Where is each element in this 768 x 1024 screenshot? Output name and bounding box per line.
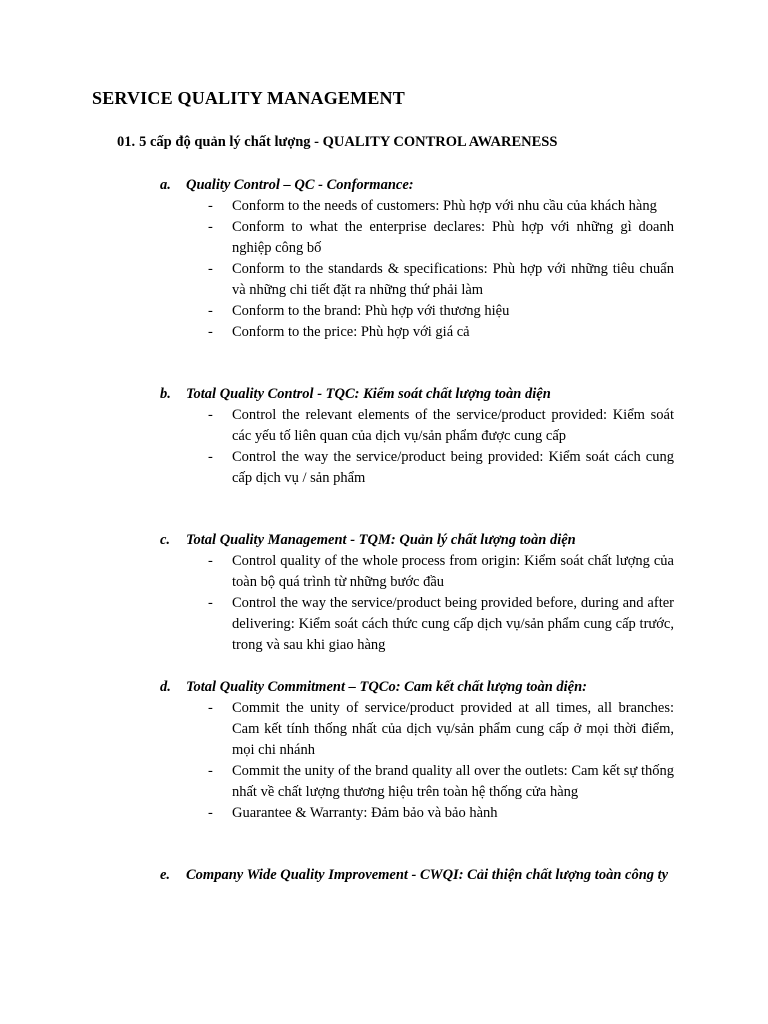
list-item-text: Guarantee & Warranty: Đảm bảo và bảo hành (232, 805, 498, 821)
dash-bullet: - (208, 805, 213, 821)
list-item-text: Conform to the needs of customers: Phù hợp với nhu cầu của khách hàng (232, 198, 657, 214)
list-item (160, 196, 674, 217)
section-heading (117, 134, 557, 151)
subsection-letter: b. (160, 386, 171, 402)
document-title: SERVICE QUALITY MANAGEMENT (92, 88, 405, 108)
list-item (160, 217, 674, 259)
dash-bullet: - (208, 261, 213, 277)
dash-bullet: - (208, 595, 213, 611)
subsection-letter: e. (160, 867, 171, 883)
list-item (160, 698, 674, 761)
subsection-heading-text: Total Quality Commitment – TQCo: Cam kết chất lượng toàn diện: (186, 679, 588, 695)
list-item-text: Conform to the price: Phù hợp với giá cả (232, 324, 470, 340)
list-item (160, 761, 674, 803)
subsection-heading-text: Total Quality Control - TQC: Kiểm soát chất lượng toàn diện (186, 386, 551, 402)
bullet-list (160, 196, 674, 343)
list-item-text: Control the relevant elements of the service/product provided: Kiểm soát các yếu tố liên quan của dịch vụ/sản phẩm được cung cấp (232, 407, 674, 444)
list-item-text: Control the way the service/product being provided: Kiểm soát cách cung cấp dịch vụ / sản phẩm (232, 449, 674, 486)
subsection-heading-text: Quality Control – QC - Conformance: (186, 177, 414, 193)
list-item (160, 593, 674, 656)
subsection-heading (160, 865, 674, 886)
dash-bullet: - (208, 407, 213, 423)
dash-bullet: - (208, 700, 213, 716)
subsection-e (160, 865, 674, 886)
subsection-heading (160, 530, 674, 551)
dash-bullet: - (208, 219, 213, 235)
subsection-a (160, 175, 674, 343)
list-item (160, 301, 674, 322)
dash-bullet: - (208, 324, 213, 340)
subsection-heading (160, 677, 674, 698)
list-item (160, 551, 674, 593)
bullet-list (160, 698, 674, 824)
section-heading-text: 5 cấp độ quản lý chất lượng - QUALITY CONTROL AWARENESS (139, 134, 558, 150)
list-item (160, 447, 674, 489)
subsection-letter: a. (160, 177, 171, 193)
bullet-list (160, 405, 674, 489)
dash-bullet: - (208, 763, 213, 779)
subsection-letter: c. (160, 532, 171, 548)
list-item (160, 322, 674, 343)
bullet-list (160, 551, 674, 656)
list-item (160, 405, 674, 447)
subsection-heading (160, 175, 674, 196)
list-item (160, 803, 674, 824)
list-item-text: Commit the unity of service/product provided at all times, all branches: Cam kết tính thống nhất của dịch vụ/sản phẩm cung cấp ở mọi thời điểm, mọi chi nhánh (232, 700, 674, 758)
list-item-text: Control the way the service/product being provided before, during and after delivering: Kiểm soát cách thức cung cấp dịch vụ/sản phẩm cung cấp trước, trong và sau khi giao hàng (232, 595, 674, 653)
list-item-text: Conform to what the enterprise declares: Phù hợp với những gì doanh nghiệp công bố (232, 219, 674, 256)
subsection-c (160, 530, 674, 656)
subsection-heading (160, 384, 674, 405)
dash-bullet: - (208, 449, 213, 465)
list-item (160, 259, 674, 301)
dash-bullet: - (208, 198, 213, 214)
subsection-b (160, 384, 674, 489)
dash-bullet: - (208, 303, 213, 319)
subsection-letter: d. (160, 679, 171, 695)
subsection-heading-text: Company Wide Quality Improvement - CWQI: Cải thiện chất lượng toàn công ty (186, 867, 669, 883)
section-number: 01. (117, 134, 136, 150)
list-item-text: Control quality of the whole process from origin: Kiểm soát chất lượng của toàn bộ quá trình từ những bước đầu (232, 553, 674, 590)
list-item-text: Commit the unity of the brand quality all over the outlets: Cam kết sự thống nhất về chất lượng thương hiệu trên toàn hệ thống cửa hàng (232, 763, 674, 800)
list-item-text: Conform to the standards & specifications: Phù hợp với những tiêu chuẩn và những chi tiết đặt ra những thứ phải làm (232, 261, 674, 298)
list-item-text: Conform to the brand: Phù hợp với thương hiệu (232, 303, 510, 319)
dash-bullet: - (208, 553, 213, 569)
subsection-d (160, 677, 674, 824)
subsection-heading-text: Total Quality Management - TQM: Quản lý chất lượng toàn diện (186, 532, 576, 548)
